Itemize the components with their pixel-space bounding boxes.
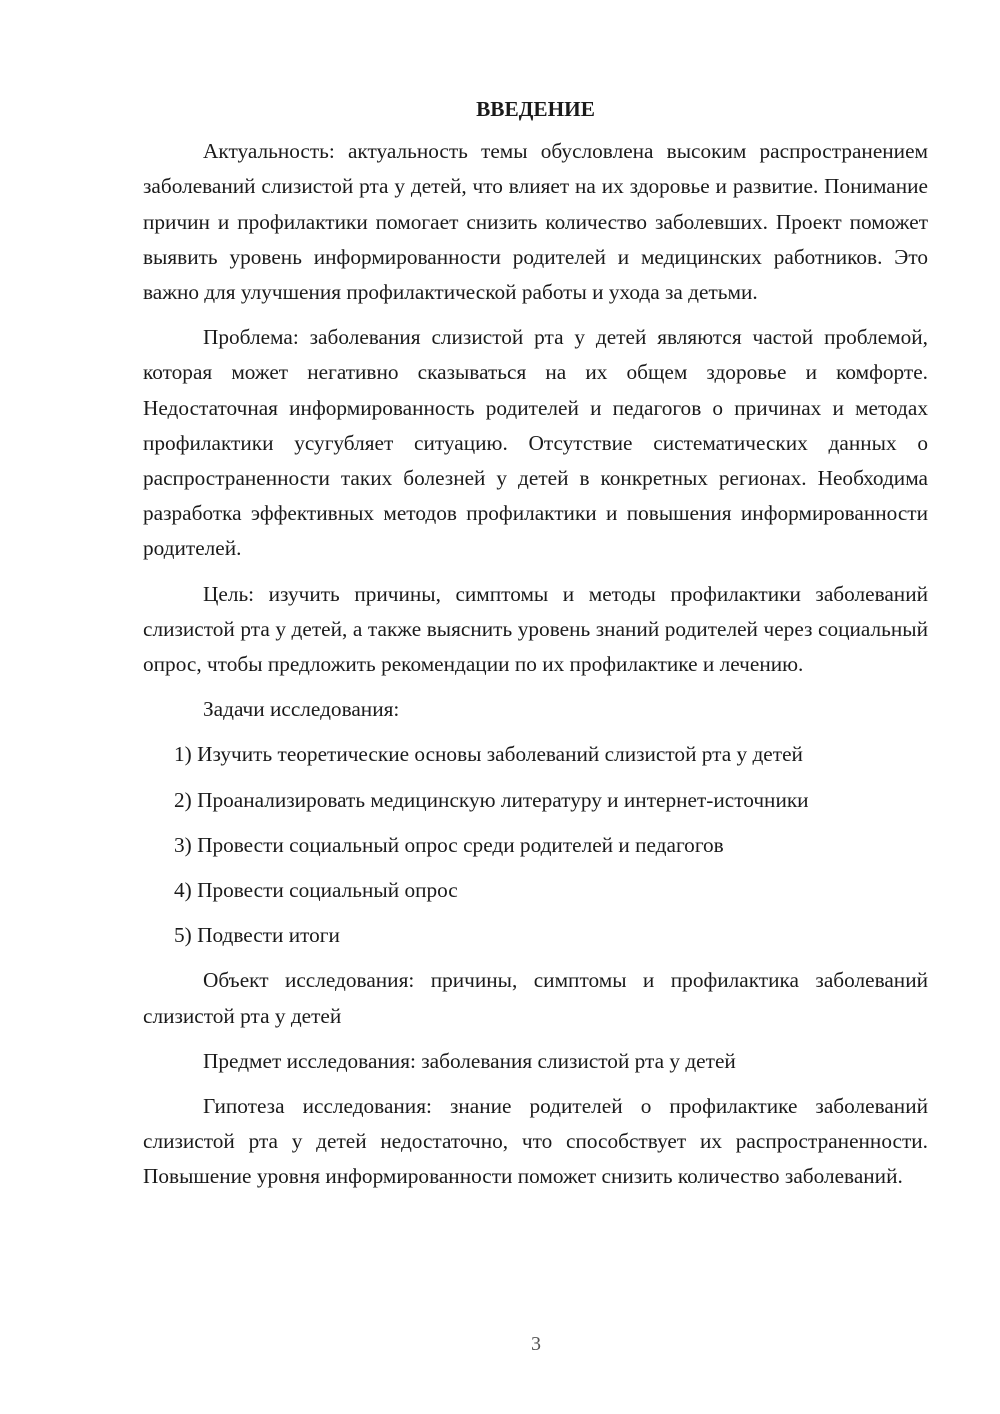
page-content (143, 92, 928, 1205)
tasks-list (143, 737, 928, 953)
task-item: 2) Проанализировать медицинскую литературу и интернет-источники (174, 787, 809, 812)
hypothesis-paragraph: Гипотеза исследования: знание родителей о профилактике заболеваний слизистой рта у детей недостаточно, что способствует их распространенности. Повышение уровня информированности поможет снизить количество заболеваний. (143, 1094, 928, 1189)
tasks-heading: Задачи исследования: (203, 697, 400, 722)
page-number: 3 (531, 1333, 541, 1355)
task-item: 4) Провести социальный опрос (174, 878, 458, 903)
task-item: 3) Провести социальный опрос среди родителей и педагогов (174, 832, 724, 857)
object-paragraph: Объект исследования: причины, симптомы и профилактика заболеваний слизистой рта у детей (143, 968, 928, 1028)
relevance-paragraph: Актуальность: актуальность темы обусловлена высоким распространением заболеваний слизистой рта у детей, что влияет на их здоровье и развитие. Понимание причин и профилактики помогает снизить количество заболевших. Проект поможет выявить уровень информированности родителей и медицинских работников. Это важно для улучшения профилактической работы и ухода за детьми. (143, 139, 928, 305)
goal-paragraph: Цель: изучить причины, симптомы и методы профилактики заболеваний слизистой рта у детей, а также выяснить уровень знаний родителей через социальный опрос, чтобы предложить рекомендации по их профилактике и лечению. (143, 581, 928, 677)
page-title: ВВЕДЕНИЕ (476, 97, 595, 121)
task-item: 1) Изучить теоретические основы заболеваний слизистой рта у детей (174, 742, 803, 767)
task-item: 5) Подвести итоги (174, 923, 340, 948)
problem-paragraph: Проблема: заболевания слизистой рта у детей являются частой проблемой, которая может негативно сказываться на их общем здоровье и комфорте. Недостаточная информированность родителей и педагогов о причинах и методах профилактики усугубляет ситуацию. Отсутствие систематических данных о распространенности таких болезней у детей в конкретных регионах. Необходима разработка эффективных методов профилактики и повышения информированности родителей. (143, 325, 928, 561)
subject-paragraph: Предмет исследования: заболевания слизистой рта у детей (203, 1048, 736, 1073)
